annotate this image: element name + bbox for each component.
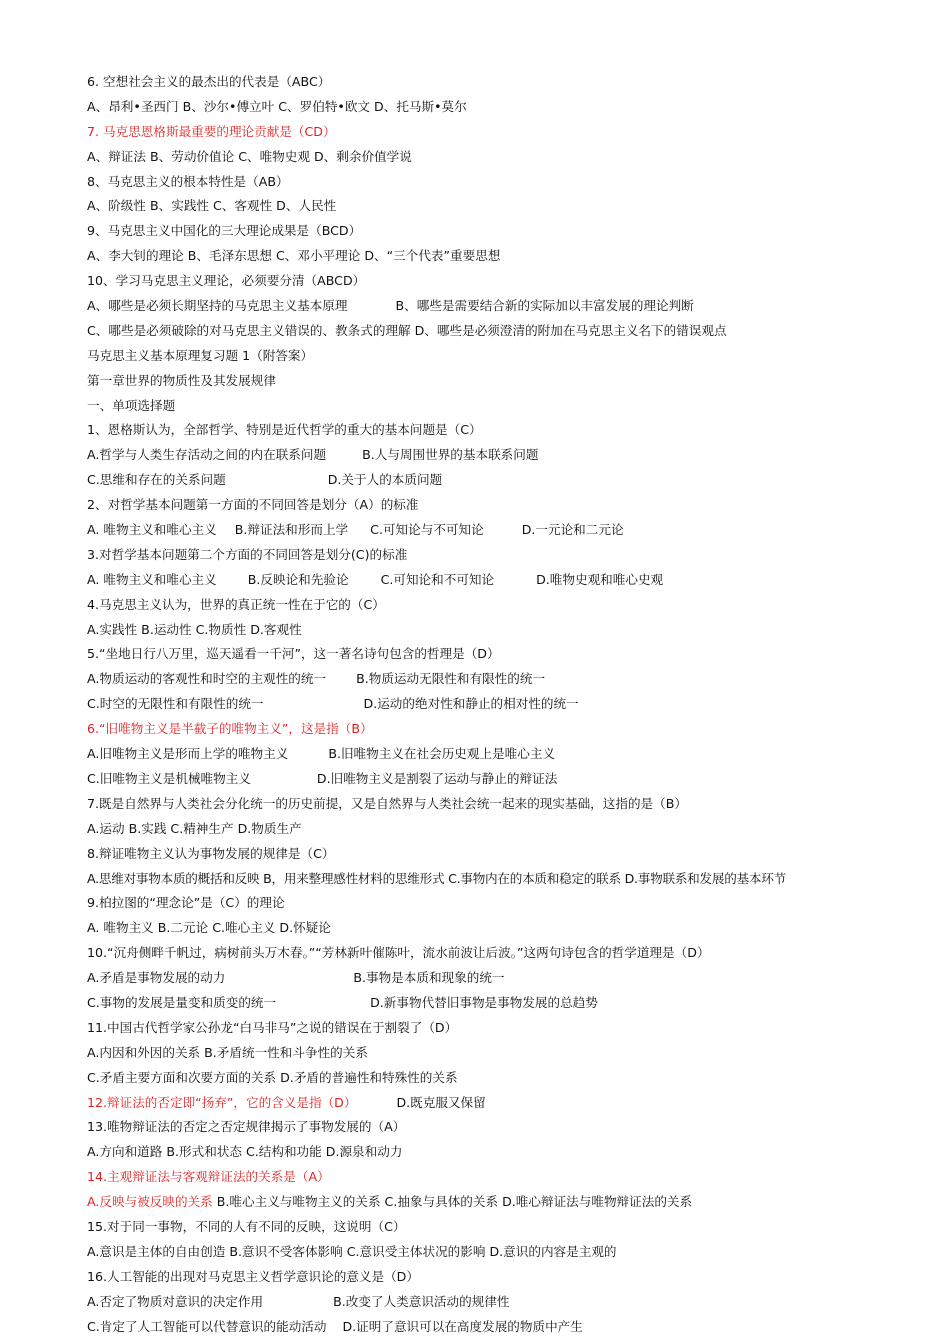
options-line: A.方向和道路 B.形式和状态 C.结构和功能 D.源泉和动力 bbox=[87, 1144, 403, 1160]
question-line: 10.“沉舟侧畔千帆过，病树前头万木春。”“芳林新叶催陈叶，流水前波让后波。”这两句诗包含的哲学道理是（D） bbox=[87, 945, 710, 961]
question-line: 6. 空想社会主义的最杰出的代表是（ABC） bbox=[87, 74, 331, 89]
document-body bbox=[87, 70, 937, 1339]
options-line: C.旧唯物主义是机械唯物主义 D.旧唯物主义是割裂了运动与静止的辩证法 bbox=[87, 770, 558, 786]
options-line: A.旧唯物主义是形而上学的唯物主义 B.旧唯物主义在社会历史观上是唯心主义 bbox=[87, 746, 556, 762]
options-line: A. 唯物主义 B.二元论 C.唯心主义 D.怀疑论 bbox=[87, 920, 331, 936]
options-line: A. 唯物主义和唯心主义 B.辩证法和形而上学 C.可知论与不可知论 D.一元论和二元论 bbox=[87, 522, 624, 538]
question-line: 3.对哲学基本问题第二个方面的不同回答是划分(C)的标准 bbox=[87, 546, 408, 562]
options-line: A、李大钊的理论 B、毛泽东思想 C、邓小平理论 D、“三个代表”重要思想 bbox=[87, 248, 501, 264]
question-line-highlighted: 7. 马克思恩格斯最重要的理论贡献是（CD） bbox=[87, 123, 336, 139]
options-line: A.内因和外因的关系 B.矛盾统一性和斗争性的关系 bbox=[87, 1044, 368, 1060]
question-line-highlighted: 6.“旧唯物主义是半截子的唯物主义”，这是指（B） bbox=[87, 721, 373, 737]
options-line: C、哪些是必须破除的对马克思主义错误的、教条式的理解 D、哪些是必须澄清的附加在马克思主义名下的错误观点 bbox=[87, 322, 727, 338]
options-line: A、哪些是必须长期坚持的马克思主义基本原理 B、哪些是需要结合新的实际加以丰富发展的理论判断 bbox=[87, 298, 694, 314]
question-line: 1、恩格斯认为，全部哲学、特别是近代哲学的重大的基本问题是（C） bbox=[87, 422, 482, 438]
chapter-title: 第一章世界的物质性及其发展规律 bbox=[87, 372, 276, 388]
options-line: A.运动 B.实践 C.精神生产 D.物质生产 bbox=[87, 820, 302, 836]
options-line: A、昂利•圣西门 B、沙尔•傅立叶 C、罗伯特•欧文 D、托马斯•莫尔 bbox=[87, 98, 467, 114]
question-line-highlighted: 14.主观辩证法与客观辩证法的关系是（A） bbox=[87, 1169, 330, 1185]
question-line: 12.辩证法的否定即“扬弃”，它的含义是指（D） D.既克服又保留 bbox=[87, 1094, 486, 1110]
question-line: 10、学习马克思主义理论，必须要分清（ABCD） bbox=[87, 273, 366, 289]
options-line: A.反映与被反映的关系 B.唯心主义与唯物主义的关系 C.抽象与具体的关系 D.唯心辩证法与唯物辩证法的关系 bbox=[87, 1194, 693, 1210]
question-line: 9、马克思主义中国化的三大理论成果是（BCD） bbox=[87, 223, 362, 239]
question-line: 8、马克思主义的根本特性是（AB） bbox=[87, 173, 289, 189]
section-title: 马克思主义基本原理复习题 1（附答案） bbox=[87, 347, 314, 363]
question-line: 16.人工智能的出现对马克思主义哲学意识论的意义是（D） bbox=[87, 1268, 419, 1284]
options-line: C.矛盾主要方面和次要方面的关系 D.矛盾的普遍性和特殊性的关系 bbox=[87, 1069, 458, 1085]
options-line: A、辩证法 B、劳动价值论 C、唯物史观 D、剩余价值学说 bbox=[87, 148, 412, 164]
options-line: A.思维对事物本质的概括和反映 B，用来整理感性材料的思维形式 C.事物内在的本质和稳定的联系 D.事物联系和发展的基本环节 bbox=[87, 870, 786, 886]
options-line: C.思维和存在的关系问题 D.关于人的本质问题 bbox=[87, 472, 443, 488]
question-line: 2、对哲学基本问题第一方面的不同回答是划分（A）的标准 bbox=[87, 497, 419, 513]
question-line: 11.中国古代哲学家公孙龙“白马非马”之说的错误在于割裂了（D） bbox=[87, 1019, 458, 1035]
options-line: C.事物的发展是量变和质变的统一 D.新事物代替旧事物是事物发展的总趋势 bbox=[87, 994, 598, 1010]
options-line: C.时空的无限性和有限性的统一 D.运动的绝对性和静止的相对性的统一 bbox=[87, 696, 579, 712]
question-line: 13.唯物辩证法的否定之否定规律揭示了事物发展的（A） bbox=[87, 1119, 406, 1135]
options-line: A.哲学与人类生存活动之间的内在联系问题 B.人与周围世界的基本联系问题 bbox=[87, 447, 539, 463]
section-heading: 一、单项选择题 bbox=[87, 397, 176, 413]
question-line: 8.辩证唯物主义认为事物发展的规律是（C） bbox=[87, 845, 335, 861]
question-line: 9.柏拉图的“理念论”是（C）的理论 bbox=[87, 895, 285, 911]
options-line: A. 唯物主义和唯心主义 B.反映论和先验论 C.可知论和不可知论 D.唯物史观和唯心史观 bbox=[87, 571, 664, 587]
options-line: C.肯定了人工智能可以代替意识的能动活动 D.证明了意识可以在高度发展的物质中产生 bbox=[87, 1318, 583, 1334]
question-line: 4.马克思主义认为，世界的真正统一性在于它的（C） bbox=[87, 596, 385, 612]
options-line: A.否定了物质对意识的决定作用 B.改变了人类意识活动的规律性 bbox=[87, 1293, 510, 1309]
options-line: A.矛盾是事物发展的动力 B.事物是本质和现象的统一 bbox=[87, 970, 505, 986]
question-line: 15.对于同一事物，不同的人有不同的反映，这说明（C） bbox=[87, 1218, 406, 1234]
question-line: 7.既是自然界与人类社会分化统一的历史前提，又是自然界与人类社会统一起来的现实基础，这指的是（B） bbox=[87, 795, 687, 811]
options-line: A.物质运动的客观性和时空的主观性的统一 B.物质运动无限性和有限性的统一 bbox=[87, 671, 546, 687]
options-line: A、阶级性 B、实践性 C、客观性 D、人民性 bbox=[87, 198, 337, 214]
options-line: A.实践性 B.运动性 C.物质性 D.客观性 bbox=[87, 621, 302, 637]
question-line: 5.“坐地日行八万里，巡天遥看一千河”，这一著名诗句包含的哲理是（D） bbox=[87, 646, 500, 662]
options-line: A.意识是主体的自由创造 B.意识不受客体影响 C.意识受主体状况的影响 D.意识的内容是主观的 bbox=[87, 1243, 617, 1259]
